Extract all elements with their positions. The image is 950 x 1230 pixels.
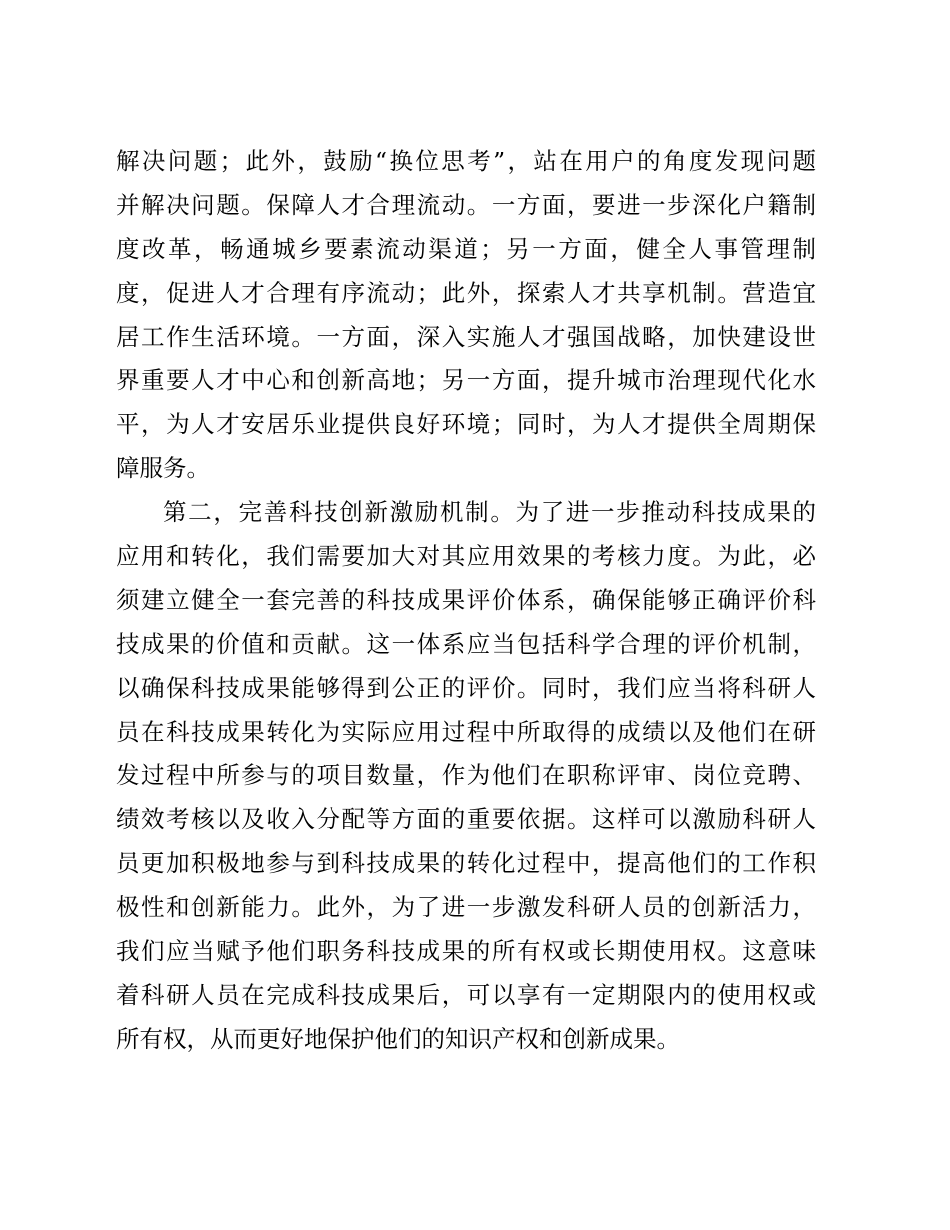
text-line: 障服务。 (116, 454, 210, 483)
text-line: 解决问题；此外，鼓励“换位思考”，站在用户的角度发现问题 (116, 147, 816, 175)
text-line: 我们应当赋予他们职务科技成果的所有权或长期使用权。这意味 (116, 937, 816, 966)
text-line: 度，促进人才合理有序流动；此外，探索人才共享机制。营造宜 (116, 278, 816, 307)
paragraph-2 (116, 491, 816, 1062)
text-line: 居工作生活环境。一方面，深入实施人才强国战略，加快建设世 (116, 322, 816, 351)
text-line: 员在科技成果转化为实际应用过程中所取得的成绩以及他们在研 (116, 717, 816, 746)
text-line: 须建立健全一套完善的科技成果评价体系，确保能够正确评价科 (116, 585, 816, 614)
text-line: 度改革，畅通城乡要素流动渠道；另一方面，健全人事管理制 (116, 234, 816, 263)
text-line: 技成果的价值和贡献。这一体系应当包括科学合理的评价机制， (116, 629, 816, 658)
text-line: 着科研人员在完成科技成果后，可以享有一定期限内的使用权或 (116, 980, 816, 1009)
paragraph-1 (116, 140, 816, 491)
text-line: 绩效考核以及收入分配等方面的重要依据。这样可以激励科研人 (116, 805, 816, 834)
text-line: 平，为人才安居乐业提供良好环境；同时，为人才提供全周期保 (116, 410, 816, 439)
document-page (116, 140, 816, 1062)
text-line: 以确保科技成果能够得到公正的评价。同时，我们应当将科研人 (116, 673, 816, 702)
text-line: 界重要人才中心和创新高地；另一方面，提升城市治理现代化水 (116, 366, 816, 395)
text-line: 员更加积极地参与到科技成果的转化过程中，提高他们的工作积 (116, 849, 816, 878)
text-line: 并解决问题。保障人才合理流动。一方面，要进一步深化户籍制 (116, 190, 816, 219)
text-line: 第二，完善科技创新激励机制。为了进一步推动科技成果的 (163, 498, 816, 527)
text-line: 极性和创新能力。此外，为了进一步激发科研人员的创新活力， (116, 893, 816, 922)
text-line: 发过程中所参与的项目数量，作为他们在职称评审、岗位竞聘、 (116, 761, 816, 790)
text-line: 应用和转化，我们需要加大对其应用效果的考核力度。为此，必 (116, 542, 816, 571)
text-line: 所有权，从而更好地保护他们的知识产权和创新成果。 (116, 1024, 680, 1053)
